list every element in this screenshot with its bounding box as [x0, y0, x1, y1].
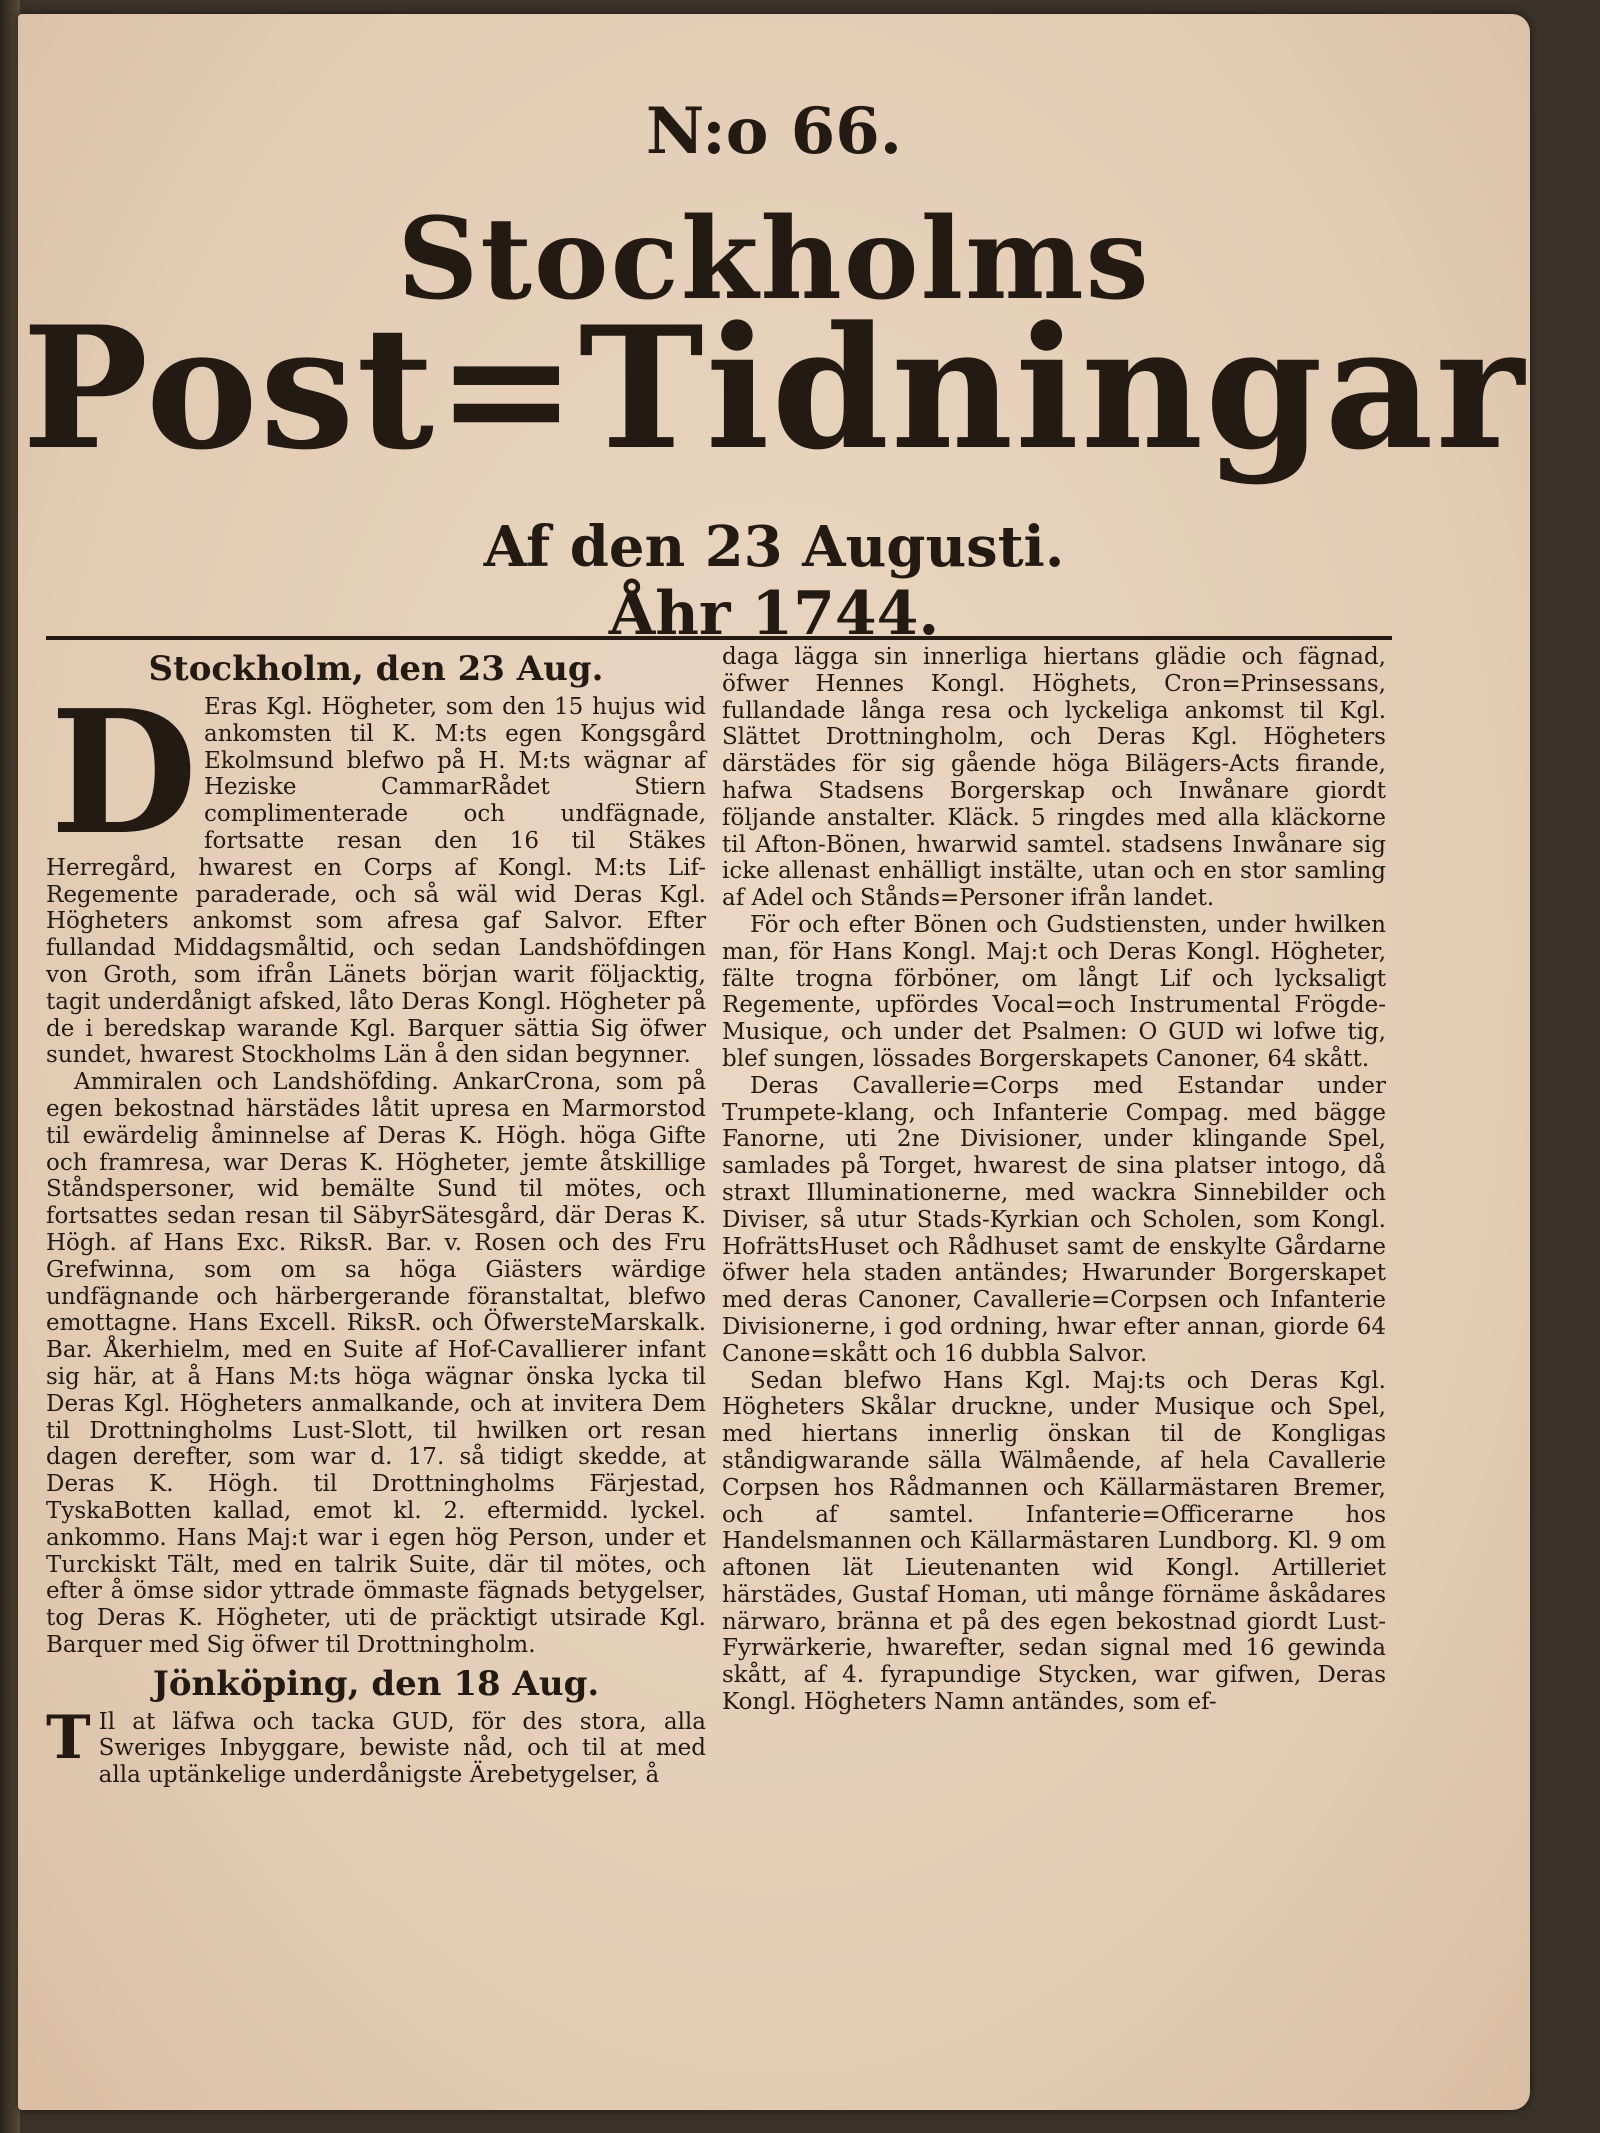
newspaper-page: [18, 14, 1530, 2110]
book-spine: [0, 0, 20, 2133]
section-heading-jonkoping: Jönköping, den 18 Aug.: [152, 1663, 600, 1704]
article-jonkoping-p1-text: Il at läfwa och tacka GUD, för des stora, alla Sweriges Inbyggare, bewiste nåd, och til at med alla uptänkelige underdånigste Ärebetygelser, å: [98, 1708, 706, 1789]
section-heading-stockholm: Stockholm, den 23 Aug.: [148, 649, 604, 689]
article-jonkoping-p5: Sedan blefwo Hans Kgl. Maj:ts och Deras Kgl. Högheters Skålar druckne, under Musique och Spel, med hiertans innerlig önskan til de Kongligas ståndigwarande sälla Wälmående, af hela Cavallerie Corpsen hos Rådmannen och Källarmästaren Bremer, och af samtel. Infanterie=Officerarne hos Handelsmannen och Källarmästaren Lundborg. Kl. 9 om aftonen lät Lieutenanten wid Kongl. Artilleriet härstädes, Gustaf Homan, uti månge förnäme åskådares närwaro, bränna et på des egen bekostnad giordt Lust-Fyrwärkerie, hwarefter, sedan signal med 16 gewinda skått, af 4. fyrapundige Stycken, war gifwen, Deras Kongl. Högheters Namn antändes, som ef-: [722, 1367, 1386, 1716]
issue-date: Af den 23 Augusti.: [483, 514, 1065, 580]
title-stockholms: Stockholms: [397, 194, 1151, 325]
issue-number: N:o 66.: [645, 94, 903, 169]
article-stockholm-p2: Ammiralen och Landshöfding. AnkarCrona, som på egen bekostnad härstädes låtit upresa en Marmorstod til ewärdelig åminnelse af Deras K. Högh. höga Gifte och framresa, war Deras K. Högheter, jemte åtskillige Ståndspersoner, wid bemälte Sund til mötes, och fortsattes sedan resan til SäbyrSätesgård, där Deras K. Högh. af Hans Exc. RiksR. Bar. v. Rosen och des Fru Grefwinna, som om sa höga Giästers wärdige undfägnande och härbergerande föranstaltat, blefwo emottagne. Hans Excell. RiksR. och ÖfwersteMarskalk. Bar. Åkerhielm, med en Suite af Hof-Cavallierer infant sig här, at å Hans M:ts höga wägnar önska lycka til Deras Kgl. Högheters anmalkande, och at invitera Dem til Drottningholms Lust-Slott, til hwilken ort resan dagen derefter, som war d. 17. så tidigt skedde, at Deras K. Högh. til Drottningholms Färjestad, TyskaBotten kallad, emot kl. 2. eftermidd. lyckel. ankommo. Hans Maj:t war i egen hög Person, under et Turckiskt Tält, med en talrik Suite, där til mötes, och efter å ömse sidor yttrade ömmaste fägnads betygelser, tog Deras K. Högheter, uti de präcktigt utsirade Kgl. Barquer med Sig öfwer til Drottningholm.: [46, 1069, 706, 1658]
left-column: [46, 644, 706, 1789]
masthead-rule: [46, 636, 1392, 640]
article-stockholm-p1: [46, 673, 706, 1069]
title-post-tidningar: Post=Tidningar: [21, 289, 1527, 487]
right-column: [722, 644, 1386, 1716]
article-jonkoping-p3: För och efter Bönen och Gudstiensten, under hwilken man, för Hans Kongl. Maj:t och Deras Kongl. Högheter, fälte trogna förböner, om långt Lif och lycksaligt Regemente, upfördes Vocal=och Instrumental Frögde-Musique, och under det Psalmen: O GUD wi lofwe tig, blef sungen, lössades Borgerskapets Canoner, 64 skått.: [722, 911, 1386, 1072]
article-jonkoping-p1: [46, 1702, 706, 1789]
article-jonkoping-p2: daga lägga sin innerliga hiertans glädie och fägnad, öfwer Hennes Kongl. Höghets, Cron=Prinsessans, fullandade långa resa och lyckeliga ankomst til Kgl. Slättet Drottningholm, och Deras Kgl. Högheters därstädes för sig gående höga Bilägers-Acts firande, hafwa Stadsens Borgerskap och Inwånare giordt följande anstalter. Kläck. 5 ringdes med alla kläckorne til Afton-Bönen, hwarwid samtel. stadsens Inwånare sig icke allenast enhälligt instälte, utan och en stor samling af Adel och Stånds=Personer ifrån landet.: [722, 644, 1386, 912]
issue-year: Åhr 1744.: [608, 579, 940, 649]
article-stockholm-p1-text: Eras Kgl. Högheter, som den 15 hujus wid ankomsten til K. M:ts egen Kongsgård Ekolmsund blefwo på H. M:ts wägnar af Heziske CammarRådet Stiern complimenterade och undfägnade, fortsatte resan den 16 til Stäkes Herregård, hwarest en Corps af Kongl. M:ts Lif-Regemente paraderade, och så wäl wid Deras Kgl. Högheters ankomst som afresa gaf Salvor. Efter fullandad Middagsmåltid, och sedan Landshöfdingen von Groth, som ifrån Länets början warit följacktig, tagit underdånigt afsked, låto Deras Kongl. Högheter på de i beredskap warande Kgl. Barquer sättia Sig öfwer sundet, hwarest Stockholms Län å den sidan begynner.: [46, 694, 706, 1069]
dropcap-d: D: [50, 673, 198, 873]
dropcap-t: T: [46, 1702, 91, 1773]
article-jonkoping-p4: Deras Cavallerie=Corps med Estandar under Trumpete-klang, och Infanterie Compag. med bägge Fanorne, uti 2ne Divisioner, under klingande Spel, samlades på Torget, hwarest de sina platser intogo, då straxt Illuminationerne, med wackra Sinnebilder och Diviser, så utur Stads-Kyrkian och Scholen, som Kongl. HofrättsHuset och Rådhuset samt de enskylte Gårdarne öfwer hela staden antändes; Hwarunder Borgerskapet med deras Canoner, Cavallerie=Corpsen och Infanterie Divisionerne, i god ordning, hwar efter annan, giorde 64 Canone=skått och 16 dubbla Salvor.: [722, 1072, 1386, 1367]
